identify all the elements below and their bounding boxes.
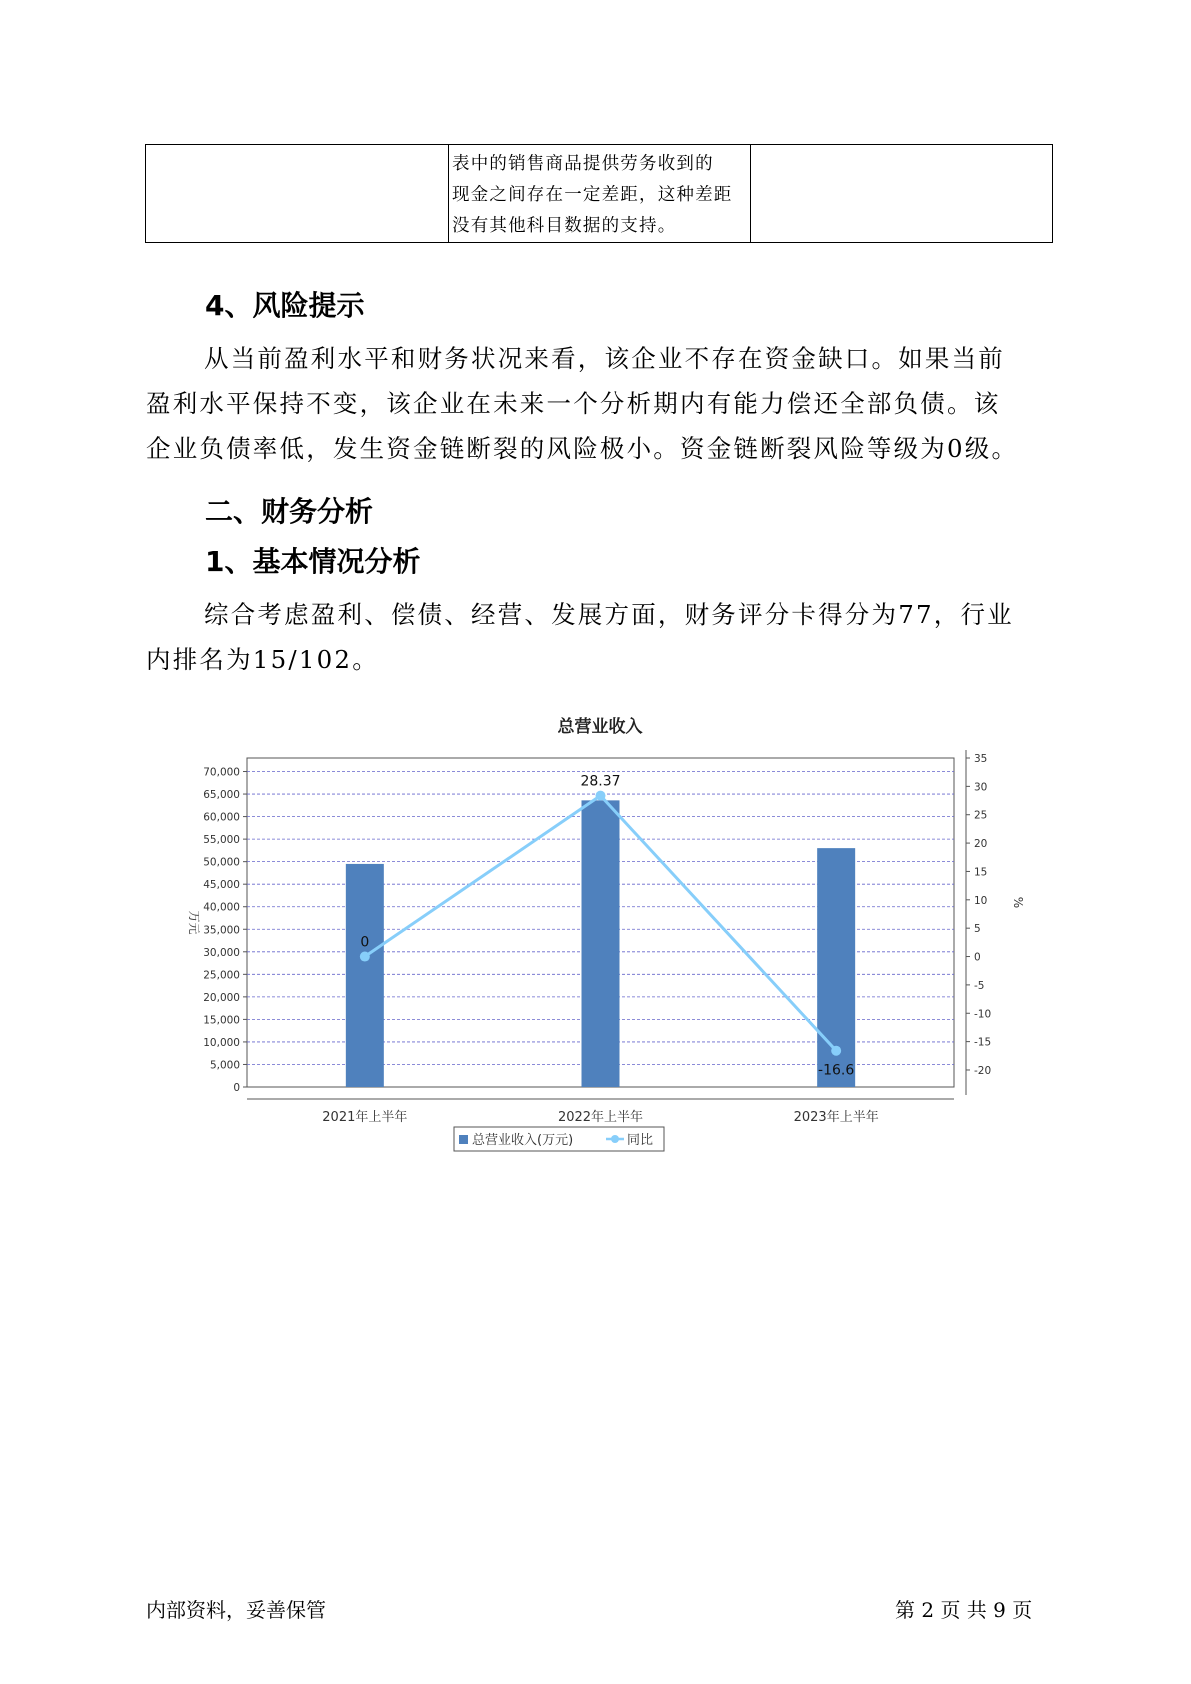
revenue-chart-svg	[180, 700, 1040, 1170]
y2-tick-label: 25	[974, 809, 988, 822]
chart-title: 总营业收入	[557, 717, 643, 737]
risk-paragraph	[146, 336, 1046, 471]
y-tick-label: 60,000	[203, 811, 240, 824]
y2-tick-label: 10	[974, 894, 988, 907]
table-cell-line: 表中的销售商品提供劳务收到的	[452, 154, 714, 174]
y2-tick-label: -20	[974, 1064, 992, 1077]
y2-tick-label: -5	[974, 979, 985, 992]
continuation-table	[145, 144, 1053, 243]
y-tick-label: 35,000	[203, 924, 240, 937]
y2-tick-label: 35	[974, 753, 988, 765]
revenue-chart	[180, 700, 1040, 1170]
x-tick-label: 2021年上半年	[322, 1110, 408, 1125]
table-cell-empty-right	[751, 145, 1053, 243]
y2-tick-label: 15	[974, 866, 988, 879]
y2-axis-label: %	[1011, 896, 1025, 909]
data-label-yoy: -16.6	[818, 1062, 855, 1079]
data-label-yoy: 0	[360, 934, 370, 951]
y-tick-label: 55,000	[203, 834, 240, 847]
point-yoy	[360, 952, 370, 962]
y-tick-label: 40,000	[203, 901, 240, 914]
y2-tick-label: 20	[974, 838, 988, 851]
point-yoy	[831, 1046, 841, 1056]
y-axis-label: 万元	[187, 910, 201, 935]
y2-tick-label: -10	[974, 1008, 992, 1021]
y2-tick-label: -15	[974, 1036, 992, 1049]
y-tick-label: 45,000	[203, 879, 240, 892]
y-tick-label: 65,000	[203, 789, 240, 802]
y-tick-label: 20,000	[203, 991, 240, 1004]
x-tick-label: 2023年上半年	[793, 1110, 879, 1125]
table-cell-empty-left	[146, 145, 449, 243]
paragraph-line: 从当前盈利水平和财务状况来看，该企业不存在资金缺口。如果当前	[204, 344, 1005, 373]
y-tick-label: 0	[233, 1082, 240, 1094]
risk-heading: 4、风险提示	[205, 289, 365, 322]
legend-swatch-yoy-dot	[611, 1135, 619, 1143]
finance-heading: 二、财务分析	[205, 495, 374, 528]
table-cell-line: 没有其他科目数据的支持。	[452, 216, 677, 236]
paragraph-line: 盈利水平保持不变，该企业在未来一个分析期内有能力偿还全部负债。该	[146, 389, 1001, 418]
paragraph-line: 内排名为15/102。	[146, 645, 379, 674]
y-tick-label: 25,000	[203, 969, 240, 982]
paragraph-line: 综合考虑盈利、偿债、经营、发展方面，财务评分卡得分为77，行业	[204, 600, 1014, 629]
bar-revenue	[346, 864, 384, 1087]
y2-tick-label: 0	[974, 951, 981, 964]
table-cell-line: 现金之间存在一定差距，这种差距	[452, 185, 733, 205]
basic-analysis-paragraph	[146, 592, 1046, 682]
legend-label-yoy: 同比	[627, 1133, 654, 1148]
legend-label-revenue: 总营业收入(万元)	[472, 1133, 574, 1148]
y2-tick-label: 30	[974, 781, 988, 794]
bar-revenue	[582, 800, 620, 1087]
y-tick-label: 30,000	[203, 946, 240, 959]
paragraph-line: 企业负债率低，发生资金链断裂的风险极小。资金链断裂风险等级为0级。	[146, 434, 1019, 463]
y-tick-label: 10,000	[203, 1036, 240, 1049]
basic-analysis-heading: 1、基本情况分析	[205, 545, 421, 578]
x-tick-label: 2022年上半年	[557, 1110, 644, 1125]
footer-confidential: 内部资料，妥善保管	[146, 1598, 326, 1622]
y-tick-label: 70,000	[203, 766, 240, 779]
y-tick-label: 15,000	[203, 1014, 240, 1027]
data-label-yoy: 28.37	[580, 773, 621, 790]
footer-page-number: 第 2 页 共 9 页	[895, 1598, 1033, 1622]
table-cell-text	[449, 145, 751, 243]
y-tick-label: 5,000	[209, 1059, 240, 1072]
point-yoy	[596, 791, 606, 801]
y2-tick-label: 5	[974, 923, 981, 936]
y-tick-label: 50,000	[203, 856, 240, 869]
legend-swatch-revenue	[459, 1135, 468, 1144]
